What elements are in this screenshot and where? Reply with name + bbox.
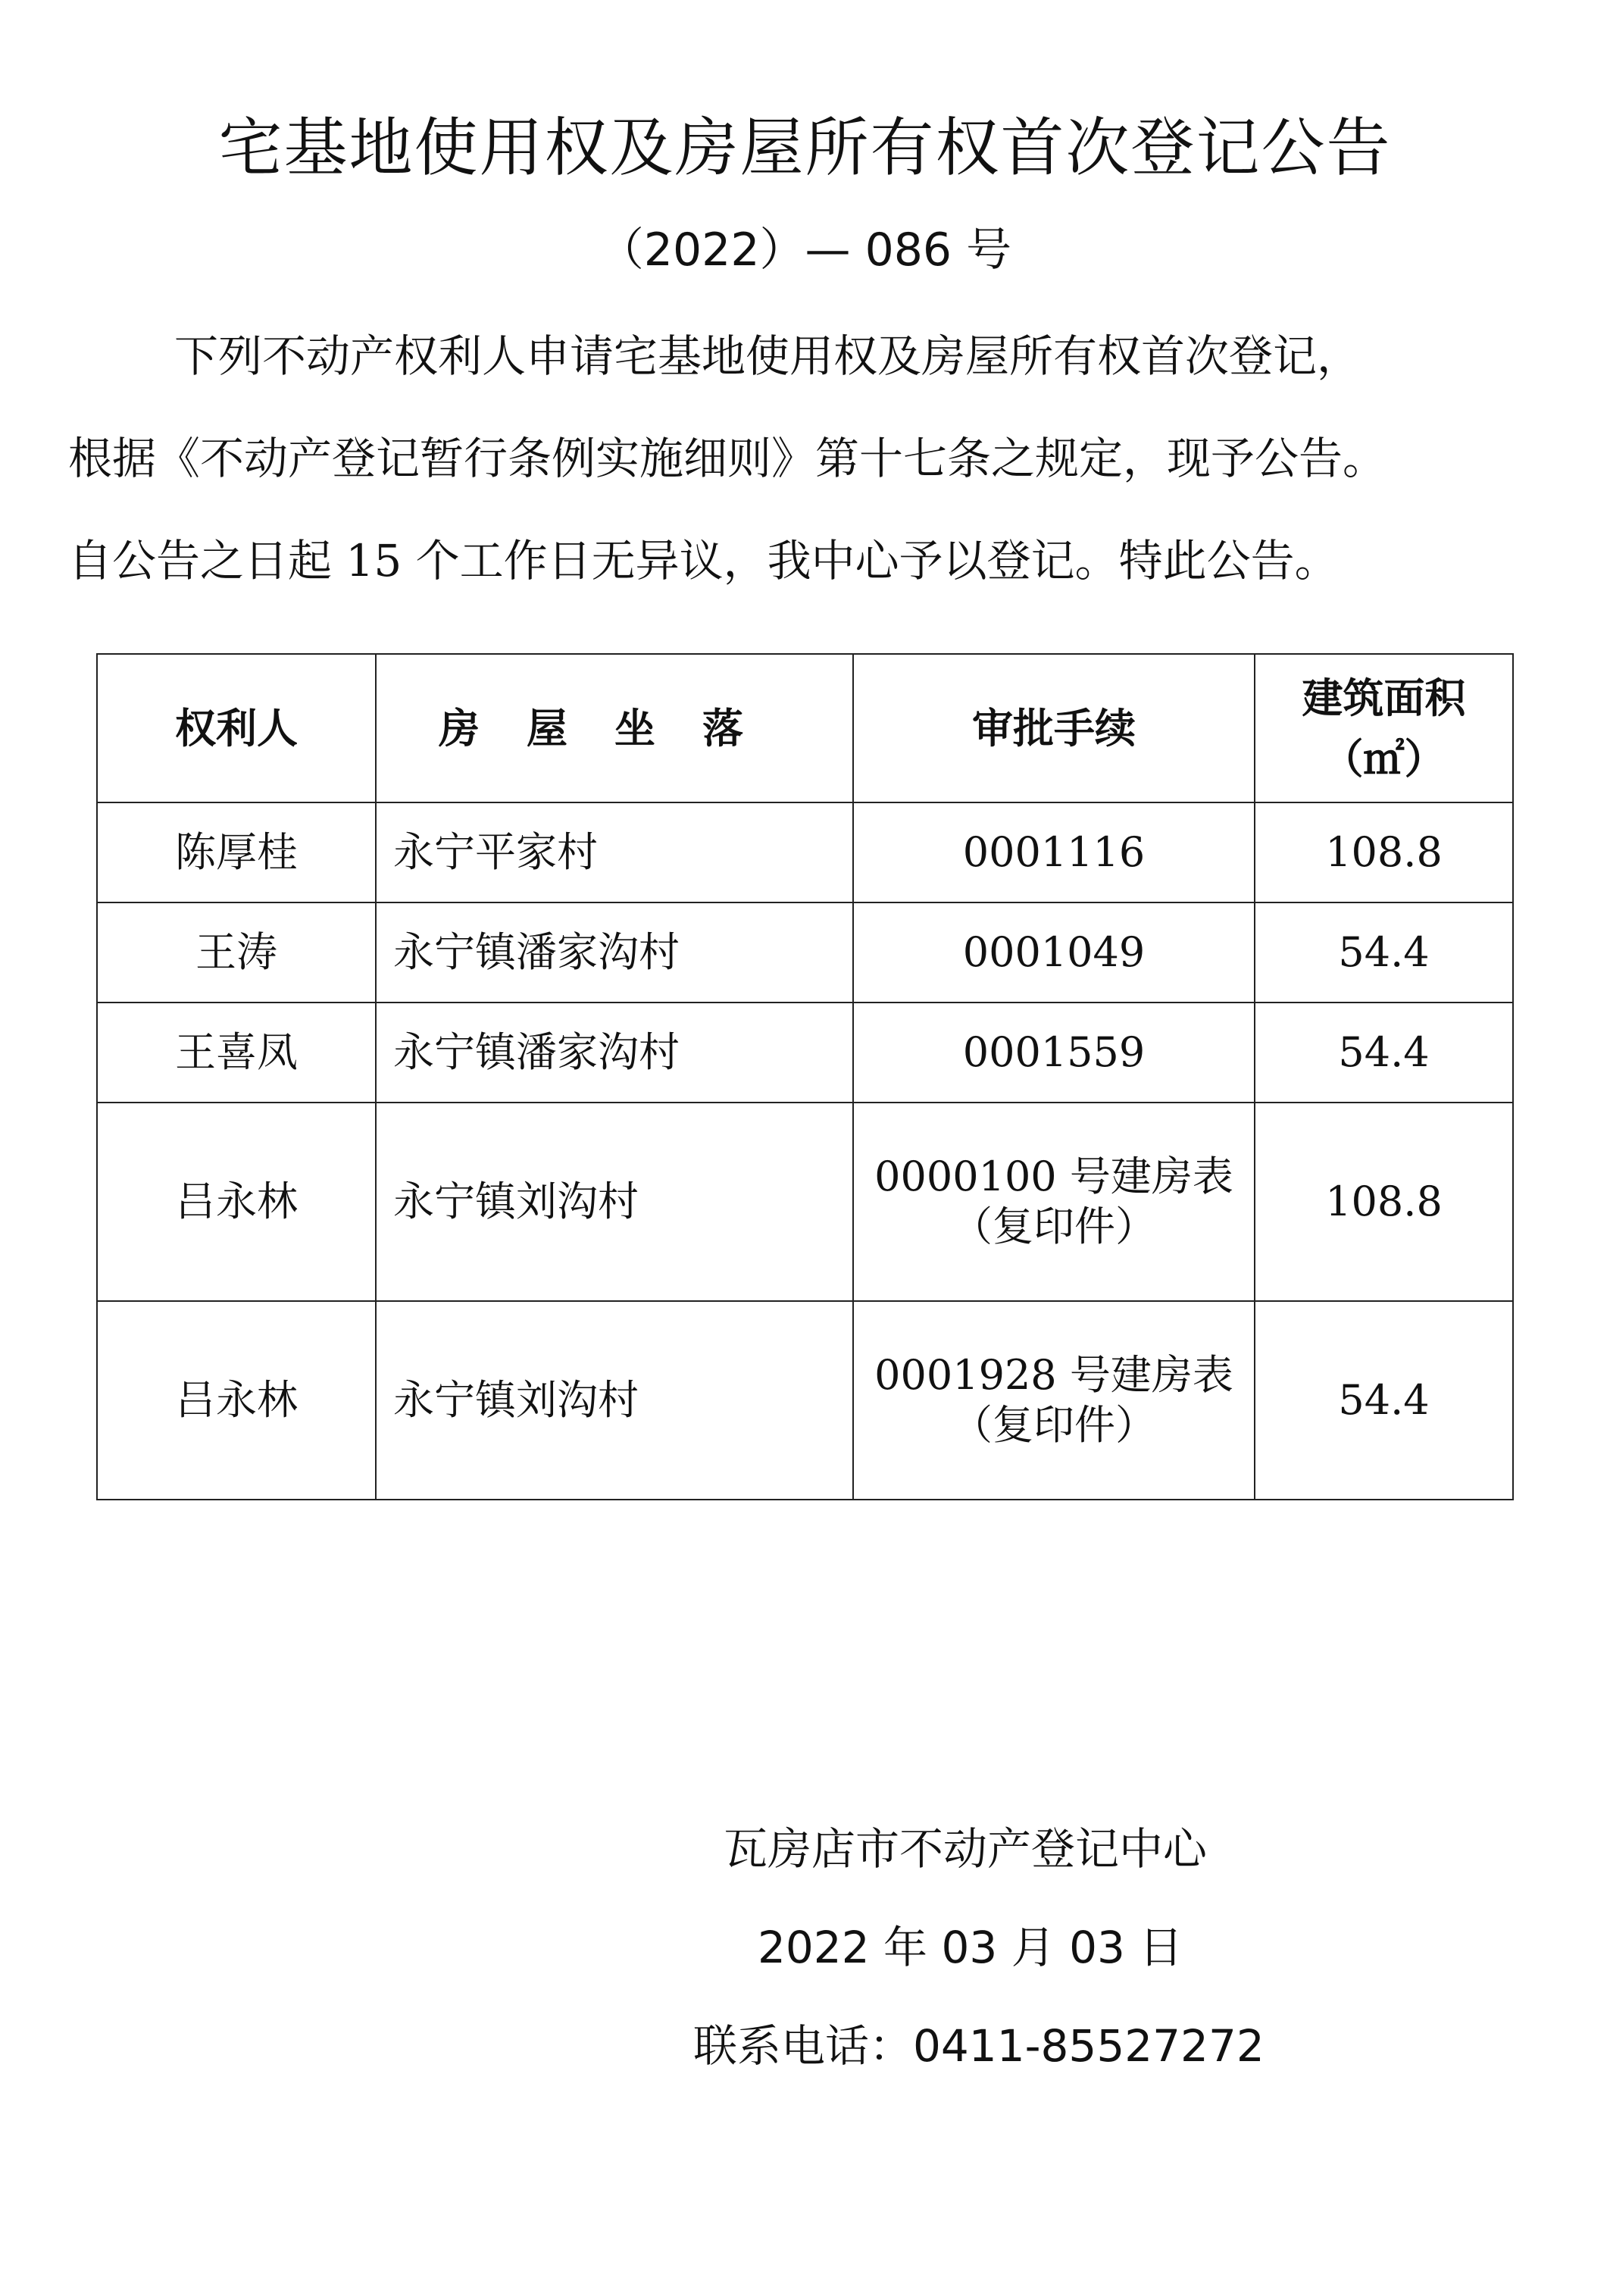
header-area-label: 建筑面积 [1302, 674, 1466, 722]
header-area-unit: （㎡） [1322, 734, 1446, 783]
cell-approval-line-1: 0000100 号建房表 [874, 1153, 1233, 1200]
cell-location: 永宁镇潘家沟村 [376, 902, 853, 1003]
cell-owner: 王喜凤 [97, 1003, 376, 1103]
cell-approval-line-2: （复印件） [952, 1401, 1156, 1449]
table-row [97, 902, 1513, 1003]
cell-owner: 陈厚桂 [97, 802, 376, 902]
cell-owner: 吕永林 [97, 1301, 376, 1500]
cell-location: 永宁镇刘沟村 [376, 1103, 853, 1301]
header-location [376, 654, 853, 802]
cell-approval [853, 1103, 1255, 1301]
cell-owner: 王涛 [97, 902, 376, 1003]
cell-approval: 0001049 [853, 902, 1255, 1003]
cell-area: 54.4 [1255, 1003, 1513, 1103]
header-owner: 权利人 [97, 654, 376, 802]
cell-owner: 吕永林 [97, 1103, 376, 1301]
cell-approval-line-1: 0001928 号建房表 [874, 1351, 1233, 1399]
cell-location: 永宁镇潘家沟村 [376, 1003, 853, 1103]
document-title: 宅基地使用权及房屋所有权首次登记公告 [218, 111, 1392, 185]
header-area [1255, 654, 1513, 802]
body-paragraph-line-3: 自公告之日起 15 个工作日无异议，我中心予以登记。特此公告。 [68, 535, 1339, 587]
table-row [97, 1301, 1513, 1500]
header-approval: 审批手续 [853, 654, 1255, 802]
table-row [97, 1003, 1513, 1103]
body-paragraph-line-1: 下列不动产权利人申请宅基地使用权及房屋所有权首次登记， [174, 330, 1361, 382]
table-row [97, 802, 1513, 902]
cell-area: 54.4 [1255, 902, 1513, 1003]
cell-area: 108.8 [1255, 1103, 1513, 1301]
cell-location: 永宁平家村 [376, 802, 853, 902]
cell-area: 108.8 [1255, 802, 1513, 902]
table-header-row [97, 654, 1513, 802]
cell-approval: 0001116 [853, 802, 1255, 902]
cell-area: 54.4 [1255, 1301, 1513, 1500]
header-location-label: 房屋坐落 [439, 704, 790, 752]
cell-approval-line-2: （复印件） [952, 1203, 1156, 1250]
cell-approval [853, 1301, 1255, 1500]
issuing-organization: 瓦房店市不动产登记中心 [724, 1823, 1208, 1875]
body-paragraph-line-2: 根据《不动产登记暂行条例实施细则》第十七条之规定，现予公告。 [68, 433, 1387, 484]
document-number: （2022）— 086 号 [598, 224, 1012, 277]
registration-table [96, 653, 1514, 1500]
contact-phone: 联系电话：0411-85527272 [693, 2020, 1265, 2072]
table-row [97, 1103, 1513, 1301]
issue-date: 2022 年 03 月 03 日 [758, 1922, 1183, 1973]
cell-approval: 0001559 [853, 1003, 1255, 1103]
cell-location: 永宁镇刘沟村 [376, 1301, 853, 1500]
